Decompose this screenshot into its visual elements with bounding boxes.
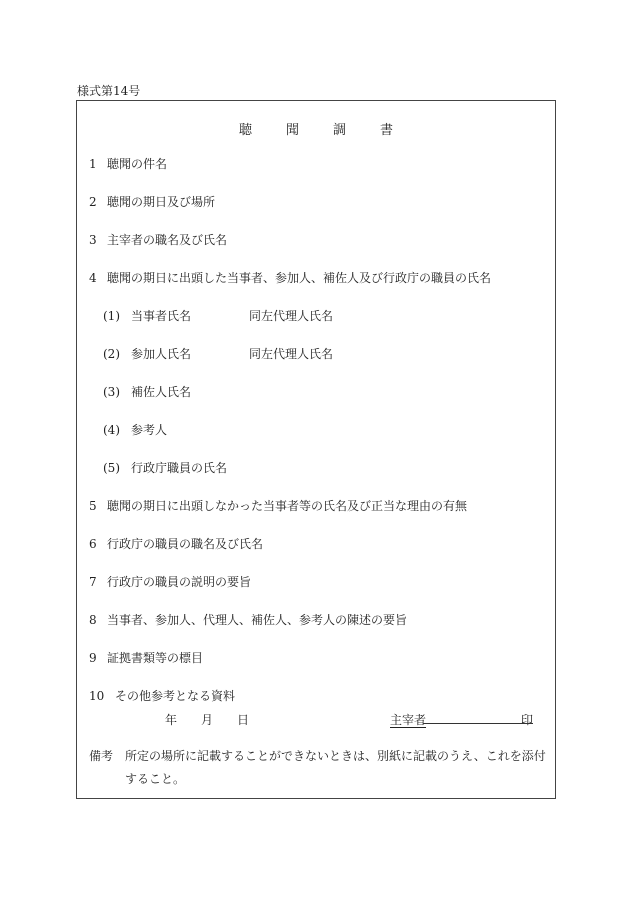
document-title — [77, 119, 555, 138]
subitem-text: 補佐人氏名 — [131, 385, 192, 399]
item-7 — [89, 573, 251, 590]
organizer-label: 主宰者 — [390, 713, 427, 727]
item-number: 7 — [89, 575, 97, 589]
subitem-text: 当事者氏名 — [131, 309, 192, 323]
seal-label: 印 — [521, 713, 534, 727]
item-2 — [89, 193, 215, 210]
item-number: 9 — [89, 651, 97, 665]
item-number: 5 — [89, 499, 97, 513]
subitem-2 — [103, 345, 191, 362]
subitem-2-agent: 同左代理人氏名 — [249, 347, 334, 361]
item-text: 行政庁の職員の説明の要旨 — [107, 575, 252, 589]
remark-label: 備考 — [89, 749, 114, 763]
subitem-number: (5) — [103, 461, 120, 475]
subitem-number: (4) — [103, 423, 120, 437]
item-number: 8 — [89, 613, 97, 627]
item-text: 主宰者の職名及び氏名 — [107, 233, 228, 247]
item-9 — [89, 649, 203, 666]
subitem-number: (1) — [103, 309, 120, 323]
title-char: 書 — [380, 123, 394, 138]
item-3 — [89, 231, 227, 248]
item-text: 行政庁の職員の職名及び氏名 — [107, 537, 264, 551]
title-char: 聴 — [238, 123, 252, 138]
subitem-1 — [103, 307, 191, 324]
item-6 — [89, 535, 263, 552]
item-number: 6 — [89, 537, 97, 551]
item-text: 聴聞の期日に出頭した当事者、参加人、補佐人及び行政庁の職員の氏名 — [107, 271, 492, 285]
subitem-number: (3) — [103, 385, 120, 399]
hearing-record-form — [76, 100, 556, 799]
subitem-4 — [103, 421, 167, 438]
remark-line-1 — [89, 745, 549, 768]
item-text: 証拠書類等の標目 — [107, 651, 204, 665]
item-number: 3 — [89, 233, 97, 247]
item-8 — [89, 611, 407, 628]
subitem-number: (2) — [103, 347, 120, 361]
item-text: 当事者、参加人、代理人、補佐人、参考人の陳述の要旨 — [107, 613, 408, 627]
subitem-text: 行政庁職員の氏名 — [131, 461, 228, 475]
subitem-5 — [103, 459, 227, 476]
date-month-label: 月 — [201, 713, 214, 727]
form-number: 様式第14号 — [77, 84, 141, 98]
item-text: 聴聞の期日及び場所 — [107, 195, 216, 209]
subitem-text: 参考人 — [131, 423, 168, 437]
date-year-label: 年 — [165, 713, 178, 727]
item-number: 1 — [89, 157, 97, 171]
item-10 — [89, 687, 235, 704]
item-number: 10 — [89, 689, 105, 703]
title-char: 聞 — [285, 123, 299, 138]
subitem-1-agent: 同左代理人氏名 — [249, 309, 334, 323]
remark-line-2: すること。 — [125, 772, 186, 786]
item-number: 2 — [89, 195, 97, 209]
subitem-3 — [103, 383, 191, 400]
remarks — [89, 745, 549, 791]
title-char: 調 — [333, 123, 347, 138]
subitem-text: 参加人氏名 — [131, 347, 192, 361]
item-4 — [89, 269, 491, 286]
date-day-label: 日 — [237, 713, 250, 727]
item-text: 聴聞の件名 — [107, 157, 168, 171]
item-5 — [89, 497, 467, 514]
item-text: その他参考となる資料 — [115, 689, 236, 703]
remark-text-1: 所定の場所に記載することができないときは、別紙に記載のうえ、これを添付 — [125, 749, 546, 763]
item-number: 4 — [89, 271, 97, 285]
item-1 — [89, 155, 167, 172]
signature-line — [423, 723, 533, 724]
item-text: 聴聞の期日に出頭しなかった当事者等の氏名及び正当な理由の有無 — [107, 499, 468, 513]
